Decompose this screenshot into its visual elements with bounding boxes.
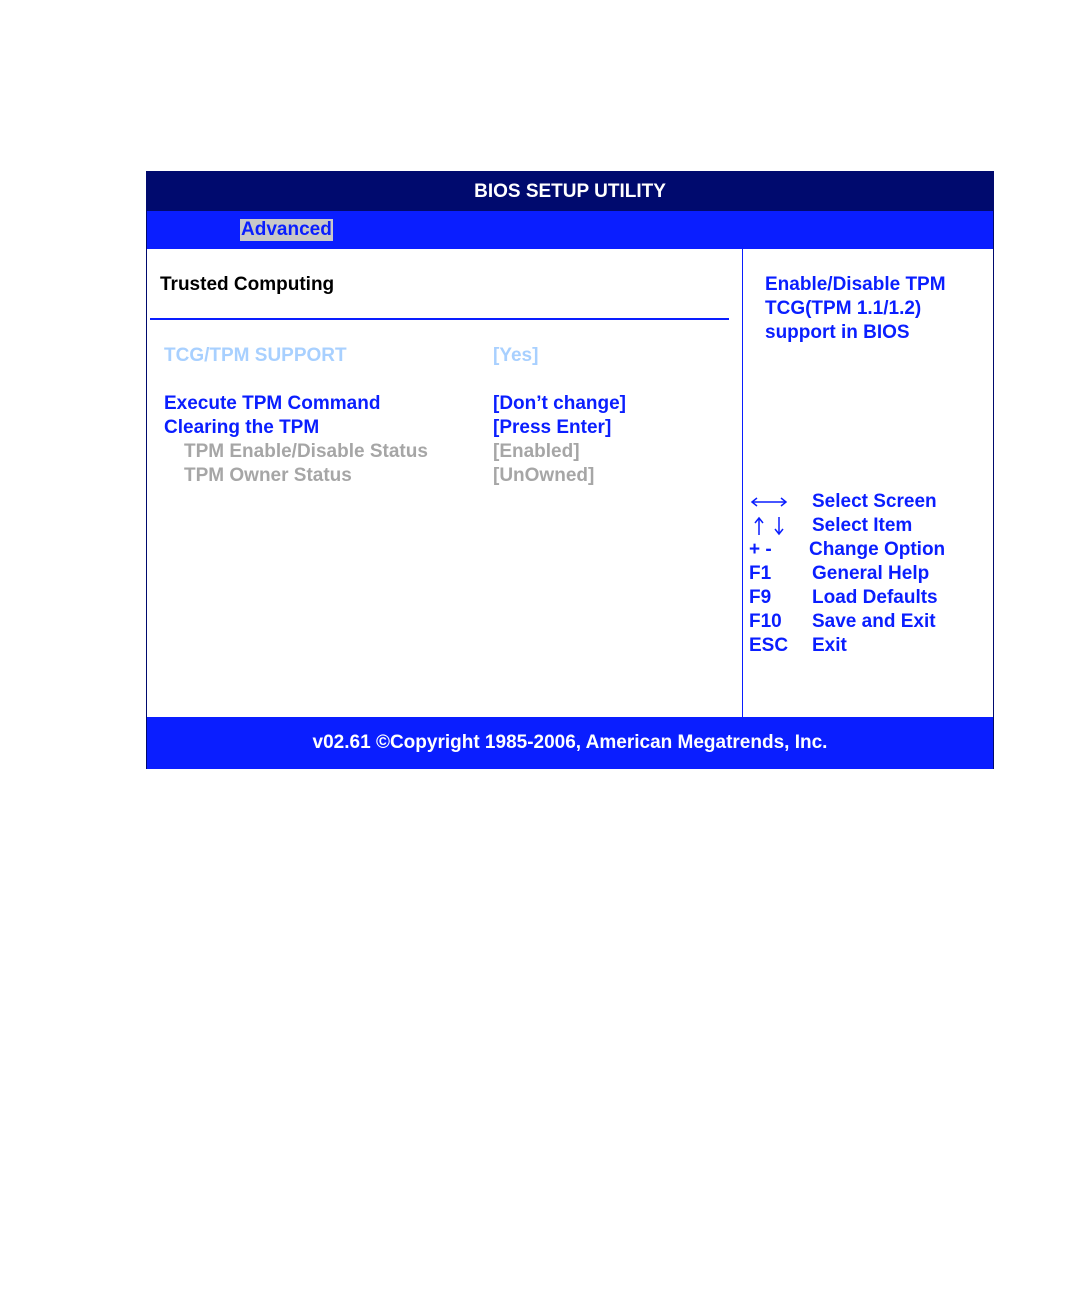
tcg-tpm-support-value[interactable]: [Yes]	[493, 345, 539, 366]
key-description: Change Option	[809, 539, 946, 560]
title-bar	[147, 172, 993, 211]
tcg-tpm-support-label[interactable]: TCG/TPM SUPPORT	[164, 345, 347, 366]
tpm-owner-status-label: TPM Owner Status	[184, 465, 352, 486]
key-description: Select Screen	[812, 491, 937, 512]
key-description: Load Defaults	[812, 587, 938, 608]
key-label: F1	[749, 563, 772, 584]
key-label: + -	[749, 539, 772, 560]
up-down-arrow-icon	[749, 514, 789, 538]
settings-pane	[147, 249, 742, 717]
execute-tpm-command-value[interactable]: [Don’t change]	[493, 393, 626, 414]
tab-advanced[interactable]: Advanced	[241, 219, 332, 240]
clearing-the-tpm-label[interactable]: Clearing the TPM	[164, 417, 320, 438]
item-help-text	[765, 273, 985, 345]
copyright-text: v02.61 ©Copyright 1985-2006, American Megatrends, Inc.	[312, 732, 828, 753]
section-title: Trusted Computing	[160, 274, 335, 295]
key-label: F10	[749, 611, 782, 632]
key-description: Save and Exit	[812, 611, 936, 632]
section-divider	[150, 318, 729, 320]
key-description: Select Item	[812, 515, 913, 536]
key-label: F9	[749, 587, 772, 608]
menu-bar	[147, 211, 993, 249]
help-pane	[743, 249, 993, 717]
tpm-owner-status-value: [UnOwned]	[493, 465, 595, 486]
key-label: ESC	[749, 635, 789, 656]
help-line: Enable/Disable TPM	[765, 274, 946, 295]
tpm-enable-disable-status-value: [Enabled]	[493, 441, 580, 462]
clearing-the-tpm-value[interactable]: [Press Enter]	[493, 417, 612, 438]
help-line: TCG(TPM 1.1/1.2)	[765, 298, 922, 319]
window-title: BIOS SETUP UTILITY	[474, 181, 666, 202]
left-right-arrow-icon	[749, 490, 789, 514]
key-description: Exit	[812, 635, 847, 656]
execute-tpm-command-label[interactable]: Execute TPM Command	[164, 393, 381, 414]
tpm-enable-disable-status-label: TPM Enable/Disable Status	[184, 441, 428, 462]
bios-setup-window	[146, 171, 994, 769]
help-line: support in BIOS	[765, 322, 910, 343]
key-description: General Help	[812, 563, 930, 584]
footer-bar	[147, 717, 993, 769]
